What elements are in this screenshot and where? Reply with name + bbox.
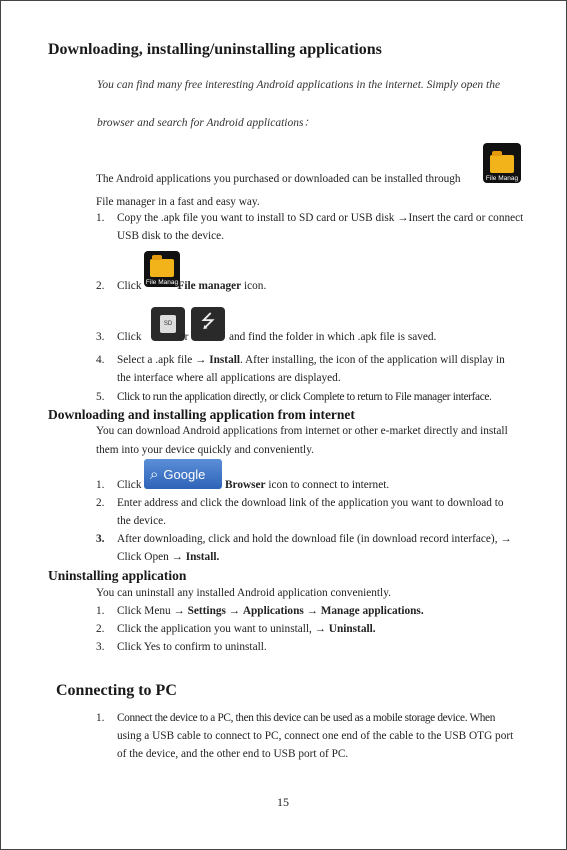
step-number: 1. xyxy=(96,212,105,224)
section-3-step-1: Click Menu → Settings → Applications → Manage applications. xyxy=(117,605,424,617)
section-2-step-3-line-2: Click Open → Install. xyxy=(117,551,220,563)
step-3-or: or xyxy=(179,331,189,343)
step-5-text: Click to run the application directly, or click Complete to return to File manager interface. xyxy=(117,391,492,403)
step-3-pre: Click xyxy=(117,331,142,343)
step-number: 2. xyxy=(96,497,105,509)
section-4-step-1-line-3: of the device, and the other end to USB port of PC. xyxy=(117,748,349,760)
file-manager-icon: File Manag xyxy=(144,251,180,287)
section-3-step-2: Click the application you want to uninstall, → Uninstall. xyxy=(117,623,376,635)
sd-card-icon: SD xyxy=(151,307,185,341)
step-number: 1. xyxy=(96,712,105,724)
section-2-step-3-line-1: After downloading, click and hold the download file (in download record interface), → xyxy=(117,533,512,545)
section-2-step-1-post: Browser icon to connect to internet. xyxy=(225,479,390,491)
section-title-internet: Downloading and installing application from internet xyxy=(48,407,355,422)
step-number: 1. xyxy=(96,479,105,491)
step-number: 3. xyxy=(96,641,105,653)
section-2-step-1-pre: Click xyxy=(117,479,142,491)
section-2-step-2-line-1: Enter address and click the download link of the application you want to download to xyxy=(117,497,504,509)
step-4-line-1: Select a .apk file → Install. After installing, the icon of the application will display in xyxy=(117,354,505,366)
step-number: 3. xyxy=(96,331,105,343)
section-3-step-3: Click Yes to confirm to uninstall. xyxy=(117,641,267,653)
section-title-downloading: Downloading, installing/uninstalling applications xyxy=(48,41,382,58)
step-number: 4. xyxy=(96,354,105,366)
paragraph-file-manager-line-2: File manager in a fast and easy way. xyxy=(96,196,260,208)
intro-line-1: You can find many free interesting Android applications in the internet. Simply open the xyxy=(97,79,501,91)
intro-line-2: browser and search for Android applications： xyxy=(97,117,315,129)
section-3-paragraph: You can uninstall any installed Android application conveniently. xyxy=(96,587,391,599)
step-number: 5. xyxy=(96,391,105,403)
step-3-post: and find the folder in which .apk file is saved. xyxy=(229,331,437,343)
section-2-step-2-line-2: the device. xyxy=(117,515,166,527)
paragraph-file-manager-line-1: The Android applications you purchased or downloaded can be installed through xyxy=(96,173,461,185)
section-4-step-1-line-2: using a USB cable to connect to PC, connect one end of the cable to the USB OTG port xyxy=(117,730,514,742)
page-number: 15 xyxy=(277,795,289,809)
step-2-text: Click File manager icon. xyxy=(117,280,267,292)
usb-icon: ⭍ xyxy=(191,307,225,341)
step-number: 2. xyxy=(96,280,105,292)
section-title-connecting: Connecting to PC xyxy=(56,682,177,699)
step-1-line-2: USB disk to the device. xyxy=(117,230,224,242)
step-1-line-1: Copy the .apk file you want to install to SD card or USB disk →Insert the card or connect xyxy=(117,212,524,224)
section-title-uninstalling: Uninstalling application xyxy=(48,568,187,583)
section-2-paragraph-line-2: them into your device quickly and conveniently. xyxy=(96,444,314,456)
step-number: 2. xyxy=(96,623,105,635)
magnifier-icon: ⌕ xyxy=(150,465,159,483)
file-manager-icon: File Manag xyxy=(483,143,521,183)
section-2-paragraph-line-1: You can download Android applications from internet or other e-market directly and install xyxy=(96,425,508,437)
step-number: 1. xyxy=(96,605,105,617)
section-4-step-1-line-1: Connect the device to a PC, then this device can be used as a mobile storage device. When xyxy=(117,712,496,724)
step-4-line-2: the interface where all applications are displayed. xyxy=(117,372,341,384)
step-number: 3. xyxy=(96,533,105,545)
browser-icon: ⌕ Google xyxy=(144,459,222,489)
